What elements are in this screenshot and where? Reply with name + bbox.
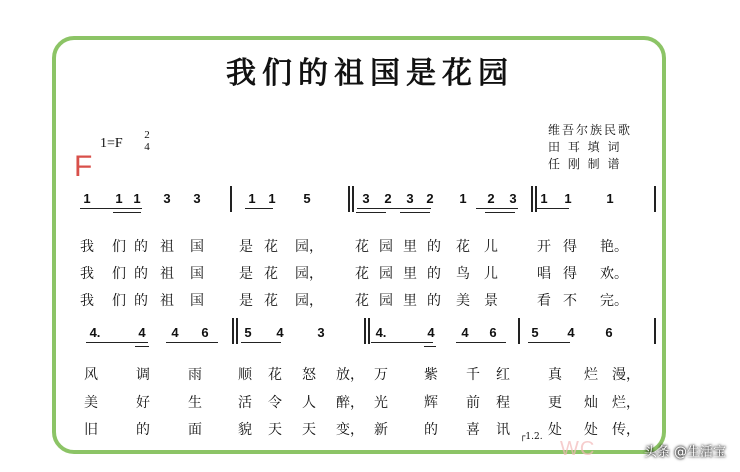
lyric-char: 开 bbox=[537, 239, 551, 255]
lyric-char: 更 bbox=[548, 395, 562, 411]
lyric-char: 不 bbox=[563, 293, 577, 309]
lyric-char: 里 bbox=[403, 239, 417, 255]
song-title: 我们的祖国是花园 bbox=[226, 56, 514, 91]
lyric-char: 是 bbox=[239, 239, 253, 255]
lyric-char: 生 bbox=[188, 395, 202, 411]
lyric-char: 人 bbox=[302, 395, 316, 411]
note-underline bbox=[424, 346, 436, 347]
note: 6 bbox=[489, 325, 497, 340]
lyric-char: 得 bbox=[563, 239, 577, 255]
note: 1 bbox=[459, 191, 467, 206]
lyric-char: 顺 bbox=[238, 367, 252, 383]
lyric-char: 烂， bbox=[612, 395, 640, 411]
lyric-char: 新 bbox=[374, 422, 388, 438]
lyric-char: 景 bbox=[484, 293, 498, 309]
lyric-char: 面 bbox=[188, 422, 202, 438]
lyric-char: 艳。 bbox=[600, 239, 628, 255]
volta-mark: ┌1.2. bbox=[520, 432, 543, 442]
note: 4 bbox=[276, 325, 284, 340]
lyric-char: 园， bbox=[295, 266, 323, 282]
note-underline bbox=[86, 342, 148, 343]
lyric-char: 传， bbox=[612, 422, 640, 438]
note-underline bbox=[371, 342, 433, 343]
note: 3 bbox=[406, 191, 414, 206]
lyric-char: 唱 bbox=[537, 266, 551, 282]
note: 3 bbox=[193, 191, 201, 206]
note: 5 bbox=[303, 191, 311, 206]
note: 1 bbox=[248, 191, 256, 206]
note: 6 bbox=[201, 325, 209, 340]
barline bbox=[352, 186, 354, 212]
note-underline bbox=[485, 212, 515, 213]
lyric-char: 处 bbox=[548, 422, 562, 438]
lyric-char: 令 bbox=[268, 395, 282, 411]
note-underline bbox=[241, 342, 281, 343]
barline bbox=[654, 318, 656, 344]
note: 1 bbox=[133, 191, 141, 206]
lyric-char: 的 bbox=[427, 266, 441, 282]
lyric-char: 风 bbox=[84, 367, 98, 383]
lyric-char: 的 bbox=[134, 239, 148, 255]
lyric-char: 貌 bbox=[238, 422, 252, 438]
lyric-char: 万 bbox=[374, 367, 388, 383]
lyric-char: 园， bbox=[295, 293, 323, 309]
credit-origin: 维吾尔族民歌 bbox=[548, 123, 633, 137]
note-underline bbox=[80, 208, 142, 209]
lyric-char: 们 bbox=[112, 266, 126, 282]
lyric-char: 漫， bbox=[612, 367, 640, 383]
note: 1 bbox=[540, 191, 548, 206]
lyric-char: 欢。 bbox=[600, 266, 628, 282]
key-signature: 1=F bbox=[100, 136, 123, 151]
lyric-char: 国 bbox=[190, 266, 204, 282]
note-underline bbox=[476, 208, 518, 209]
lyric-char: 花 bbox=[264, 239, 278, 255]
lyric-char: 园， bbox=[295, 239, 323, 255]
credit-lyricist: 田 耳 填 词 bbox=[548, 140, 622, 154]
note-underline bbox=[135, 346, 149, 347]
lyric-char: 美 bbox=[456, 293, 470, 309]
note-underline bbox=[456, 342, 506, 343]
lyric-char: 花 bbox=[268, 367, 282, 383]
lyric-char: 的 bbox=[134, 293, 148, 309]
lyric-char: 程 bbox=[496, 395, 510, 411]
barline bbox=[368, 318, 370, 344]
note: 1 bbox=[268, 191, 276, 206]
note-underline bbox=[113, 212, 141, 213]
lyric-char: 处 bbox=[584, 422, 598, 438]
watermark-ghost: WC bbox=[560, 438, 596, 460]
lyric-char: 我 bbox=[80, 239, 94, 255]
lyric-char: 光 bbox=[374, 395, 388, 411]
lyric-char: 的 bbox=[427, 239, 441, 255]
note: 1 bbox=[115, 191, 123, 206]
lyric-char: 完。 bbox=[600, 293, 628, 309]
lyric-char: 园 bbox=[379, 239, 393, 255]
lyric-char: 里 bbox=[403, 266, 417, 282]
lyric-char: 园 bbox=[379, 293, 393, 309]
lyric-char: 的 bbox=[424, 422, 438, 438]
lyric-char: 祖 bbox=[160, 239, 174, 255]
note: 6 bbox=[605, 325, 613, 340]
time-sig-top: 2 bbox=[144, 129, 150, 141]
note-underline bbox=[357, 208, 431, 209]
note: 4. bbox=[375, 325, 387, 340]
lyric-char: 讯 bbox=[496, 422, 510, 438]
lyric-char: 花 bbox=[264, 266, 278, 282]
watermark: 头条 @生活宝 bbox=[643, 445, 726, 460]
lyric-char: 紫 bbox=[424, 367, 438, 383]
lyric-char: 天 bbox=[302, 422, 316, 438]
barline bbox=[236, 318, 238, 344]
lyric-char: 得 bbox=[563, 266, 577, 282]
lyric-char: 我 bbox=[80, 266, 94, 282]
volta-mark-text: 1.2. bbox=[525, 432, 543, 442]
lyric-char: 鸟 bbox=[456, 266, 470, 282]
lyric-char: 美 bbox=[84, 395, 98, 411]
note: 2 bbox=[426, 191, 434, 206]
note-underline bbox=[356, 212, 386, 213]
note: 4 bbox=[427, 325, 435, 340]
barline bbox=[348, 186, 350, 212]
note-underline bbox=[528, 342, 570, 343]
note: 1 bbox=[606, 191, 614, 206]
lyric-char: 变， bbox=[336, 422, 364, 438]
lyric-char: 调 bbox=[136, 367, 150, 383]
note: 1 bbox=[564, 191, 572, 206]
lyric-char: 的 bbox=[427, 293, 441, 309]
lyric-char: 放， bbox=[336, 367, 364, 383]
key-letter-badge: F bbox=[74, 150, 93, 183]
lyric-char: 天 bbox=[268, 422, 282, 438]
lyric-char: 红 bbox=[496, 367, 510, 383]
lyric-char: 祖 bbox=[160, 266, 174, 282]
lyric-char: 醉， bbox=[336, 395, 364, 411]
note: 4 bbox=[567, 325, 575, 340]
credits bbox=[548, 122, 632, 173]
lyric-char: 的 bbox=[136, 422, 150, 438]
barline bbox=[364, 318, 366, 344]
lyric-char: 好 bbox=[136, 395, 150, 411]
note: 5 bbox=[531, 325, 539, 340]
barline bbox=[232, 318, 234, 344]
lyric-char: 国 bbox=[190, 293, 204, 309]
note: 3 bbox=[163, 191, 171, 206]
note-underline bbox=[245, 208, 273, 209]
lyric-char: 儿 bbox=[484, 266, 498, 282]
lyric-char: 千 bbox=[466, 367, 480, 383]
lyric-char: 怒 bbox=[302, 367, 316, 383]
lyric-char: 旧 bbox=[84, 422, 98, 438]
lyric-char: 们 bbox=[112, 293, 126, 309]
lyric-char: 们 bbox=[112, 239, 126, 255]
lyric-char: 花 bbox=[355, 266, 369, 282]
lyric-char: 儿 bbox=[484, 239, 498, 255]
lyric-char: 里 bbox=[403, 293, 417, 309]
lyric-char: 真 bbox=[548, 367, 562, 383]
lyric-char: 前 bbox=[466, 395, 480, 411]
lyric-char: 喜 bbox=[466, 422, 480, 438]
note: 4 bbox=[171, 325, 179, 340]
note-underline bbox=[400, 212, 430, 213]
lyric-char: 的 bbox=[134, 266, 148, 282]
note: 4 bbox=[138, 325, 146, 340]
lyric-char: 园 bbox=[379, 266, 393, 282]
note: 5 bbox=[244, 325, 252, 340]
barline bbox=[518, 318, 520, 344]
note-underline bbox=[537, 208, 569, 209]
note-underline bbox=[166, 342, 218, 343]
barline bbox=[654, 186, 656, 212]
lyric-char: 花 bbox=[264, 293, 278, 309]
lyric-char: 灿 bbox=[584, 395, 598, 411]
time-signature bbox=[142, 130, 152, 154]
lyric-char: 花 bbox=[456, 239, 470, 255]
time-sig-bottom: 4 bbox=[144, 141, 150, 153]
barline bbox=[531, 186, 533, 212]
lyric-char: 活 bbox=[238, 395, 252, 411]
lyric-char: 雨 bbox=[188, 367, 202, 383]
note: 4 bbox=[461, 325, 469, 340]
note: 1 bbox=[83, 191, 91, 206]
lyric-char: 国 bbox=[190, 239, 204, 255]
note: 3 bbox=[509, 191, 517, 206]
lyric-char: 我 bbox=[80, 293, 94, 309]
note: 4. bbox=[89, 325, 101, 340]
note: 3 bbox=[317, 325, 325, 340]
note: 2 bbox=[384, 191, 392, 206]
lyric-char: 看 bbox=[537, 293, 551, 309]
lyric-char: 是 bbox=[239, 266, 253, 282]
lyric-char: 烂 bbox=[584, 367, 598, 383]
lyric-char: 花 bbox=[355, 293, 369, 309]
lyric-char: 花 bbox=[355, 239, 369, 255]
lyric-char: 辉 bbox=[424, 395, 438, 411]
note: 2 bbox=[487, 191, 495, 206]
credit-arranger: 任 刚 制 谱 bbox=[548, 157, 622, 171]
barline bbox=[230, 186, 232, 212]
note: 3 bbox=[362, 191, 370, 206]
lyric-char: 是 bbox=[239, 293, 253, 309]
lyric-char: 祖 bbox=[160, 293, 174, 309]
